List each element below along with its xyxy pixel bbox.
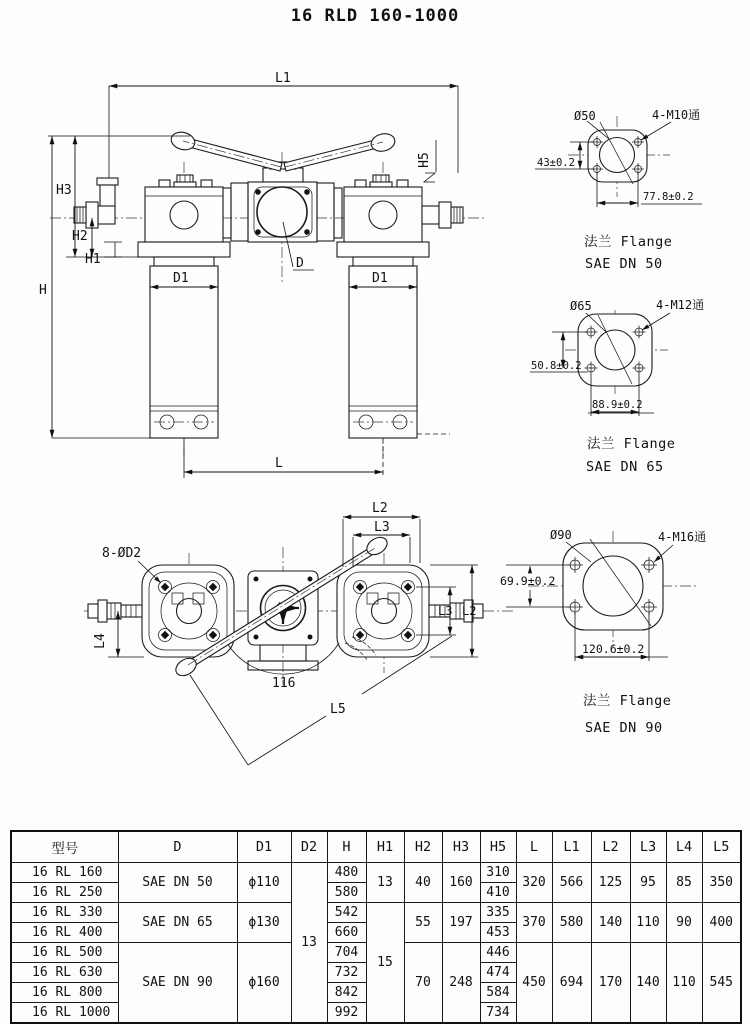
value-cell: 694 bbox=[552, 943, 591, 1024]
value-cell: 453 bbox=[480, 923, 516, 943]
value-cell: 140 bbox=[630, 943, 666, 1024]
value-cell: 40 bbox=[404, 863, 442, 903]
value-cell: 545 bbox=[702, 943, 741, 1024]
value-cell: 580 bbox=[552, 903, 591, 943]
value-cell: SAE DN 65 bbox=[118, 903, 237, 943]
flange-bolt-label: 4-M16通 bbox=[658, 530, 707, 544]
col-header: L1 bbox=[552, 831, 591, 863]
value-cell: 15 bbox=[366, 903, 404, 1024]
dim-label-sweep: 116 bbox=[272, 676, 296, 691]
col-header: L2 bbox=[591, 831, 630, 863]
dim-label-l3-right: L3 bbox=[438, 604, 453, 618]
value-cell: 110 bbox=[666, 943, 702, 1024]
value-cell: 732 bbox=[327, 963, 366, 983]
col-header: D bbox=[118, 831, 237, 863]
spec-table bbox=[10, 830, 742, 1024]
model-cell: 16 RL 400 bbox=[11, 923, 118, 943]
top-view-drawing bbox=[80, 495, 520, 800]
flange-horizontal-pitch-label: 88.9±0.2 bbox=[592, 399, 643, 411]
col-header: H3 bbox=[442, 831, 480, 863]
value-cell: 580 bbox=[327, 883, 366, 903]
value-cell: 110 bbox=[630, 903, 666, 943]
flange-horizontal-pitch-label: 120.6±0.2 bbox=[582, 642, 645, 656]
flange-bore-label: Ø90 bbox=[550, 528, 572, 542]
value-cell: 474 bbox=[480, 963, 516, 983]
model-cell: 16 RL 800 bbox=[11, 983, 118, 1003]
table-row bbox=[11, 863, 741, 883]
dim-label-l2-top: L2 bbox=[372, 501, 388, 516]
value-cell: 370 bbox=[516, 903, 552, 943]
flange-caption-cn: 法兰 Flange bbox=[587, 436, 676, 452]
col-header: H bbox=[327, 831, 366, 863]
col-header: H2 bbox=[404, 831, 442, 863]
value-cell: 13 bbox=[291, 863, 327, 1024]
flange-diagram-sae-dn50 bbox=[530, 100, 750, 285]
dim-label-l5: L5 bbox=[330, 702, 346, 717]
col-header: L bbox=[516, 831, 552, 863]
value-cell: 480 bbox=[327, 863, 366, 883]
flange-bolt-label: 4-M12通 bbox=[656, 298, 705, 312]
flange-bore-label: Ø65 bbox=[570, 299, 592, 313]
col-header: L5 bbox=[702, 831, 741, 863]
col-header: D1 bbox=[237, 831, 291, 863]
left-filter-assembly bbox=[138, 175, 230, 438]
spec-table-body bbox=[11, 863, 741, 1024]
dim-label-d1-right: D1 bbox=[372, 271, 388, 286]
dim-label-h2: H2 bbox=[72, 229, 88, 244]
dim-label-h: H bbox=[39, 283, 47, 298]
flange-caption-cn: 法兰 Flange bbox=[583, 693, 672, 709]
dim-label-l1: L1 bbox=[275, 71, 291, 86]
flange-caption-cn: 法兰 Flange bbox=[584, 234, 673, 250]
col-header: D2 bbox=[291, 831, 327, 863]
col-header: 型号 bbox=[11, 831, 118, 863]
flange-bolt-label: 4-M10通 bbox=[652, 108, 701, 122]
table-row bbox=[11, 903, 741, 923]
value-cell: ϕ160 bbox=[237, 943, 291, 1024]
value-cell: 992 bbox=[327, 1003, 366, 1024]
value-cell: 446 bbox=[480, 943, 516, 963]
flange-vertical-pitch-label: 43±0.2 bbox=[537, 157, 575, 169]
flange-horizontal-pitch-label: 77.8±0.2 bbox=[643, 191, 694, 203]
value-cell: 13 bbox=[366, 863, 404, 903]
dim-label-h3: H3 bbox=[56, 183, 72, 198]
model-cell: 16 RL 630 bbox=[11, 963, 118, 983]
value-cell: 85 bbox=[666, 863, 702, 903]
model-cell: 16 RL 500 bbox=[11, 943, 118, 963]
front-view-drawing bbox=[30, 70, 500, 490]
value-cell: 734 bbox=[480, 1003, 516, 1024]
dim-label-l: L bbox=[275, 456, 283, 471]
dim-label-l4: L4 bbox=[93, 633, 108, 649]
drawing-title: 16 RLD 160-1000 bbox=[290, 6, 460, 26]
value-cell: 704 bbox=[327, 943, 366, 963]
dim-label-l2-right: L2 bbox=[462, 604, 477, 618]
value-cell: 566 bbox=[552, 863, 591, 903]
value-cell: 160 bbox=[442, 863, 480, 903]
flange-diagram-sae-dn90 bbox=[498, 495, 750, 745]
dim-label-h1: H1 bbox=[85, 252, 101, 267]
value-cell: 320 bbox=[516, 863, 552, 903]
col-header: H1 bbox=[366, 831, 404, 863]
value-cell: 660 bbox=[327, 923, 366, 943]
value-cell: 335 bbox=[480, 903, 516, 923]
value-cell: 542 bbox=[327, 903, 366, 923]
value-cell: 450 bbox=[516, 943, 552, 1024]
col-header: L4 bbox=[666, 831, 702, 863]
flange-vertical-pitch-label: 69.9±0.2 bbox=[500, 574, 556, 588]
model-cell: 16 RL 160 bbox=[11, 863, 118, 883]
dim-label-bolt-holes: 8-ØD2 bbox=[102, 546, 142, 561]
model-cell: 16 RL 330 bbox=[11, 903, 118, 923]
flange-vertical-pitch-label: 50.8±0.2 bbox=[531, 360, 582, 372]
dim-label-l3-top: L3 bbox=[374, 520, 390, 535]
value-cell: 584 bbox=[480, 983, 516, 1003]
col-header: L3 bbox=[630, 831, 666, 863]
value-cell: SAE DN 50 bbox=[118, 863, 237, 903]
value-cell: 248 bbox=[442, 943, 480, 1024]
flange-diagram-sae-dn65 bbox=[530, 288, 750, 483]
left-port-fitting-top bbox=[88, 600, 142, 622]
value-cell: 70 bbox=[404, 943, 442, 1024]
value-cell: 310 bbox=[480, 863, 516, 883]
model-cell: 16 RL 250 bbox=[11, 883, 118, 903]
value-cell: 197 bbox=[442, 903, 480, 943]
flange-caption-en: SAE DN 65 bbox=[586, 459, 664, 475]
value-cell: 410 bbox=[480, 883, 516, 903]
right-flange-unit bbox=[337, 565, 429, 657]
model-cell: 16 RL 1000 bbox=[11, 1003, 118, 1024]
value-cell: 842 bbox=[327, 983, 366, 1003]
value-cell: 90 bbox=[666, 903, 702, 943]
right-port-fitting bbox=[422, 202, 463, 228]
value-cell: 95 bbox=[630, 863, 666, 903]
flange-caption-en: SAE DN 90 bbox=[585, 720, 663, 736]
flange-caption-en: SAE DN 50 bbox=[585, 256, 663, 272]
value-cell: 350 bbox=[702, 863, 741, 903]
value-cell: ϕ130 bbox=[237, 903, 291, 943]
dim-label-h5: H5 bbox=[417, 152, 432, 168]
value-cell: 55 bbox=[404, 903, 442, 943]
dim-label-d1-left: D1 bbox=[173, 271, 189, 286]
value-cell: SAE DN 90 bbox=[118, 943, 237, 1024]
col-header: H5 bbox=[480, 831, 516, 863]
value-cell: 125 bbox=[591, 863, 630, 903]
value-cell: ϕ110 bbox=[237, 863, 291, 903]
value-cell: 400 bbox=[702, 903, 741, 943]
flange-bore-label: Ø50 bbox=[574, 109, 596, 123]
spec-table-head-row bbox=[11, 831, 741, 863]
dim-label-d: D bbox=[296, 256, 304, 271]
value-cell: 140 bbox=[591, 903, 630, 943]
left-port-fitting bbox=[74, 178, 118, 228]
value-cell: 170 bbox=[591, 943, 630, 1024]
valve-body bbox=[223, 162, 342, 242]
